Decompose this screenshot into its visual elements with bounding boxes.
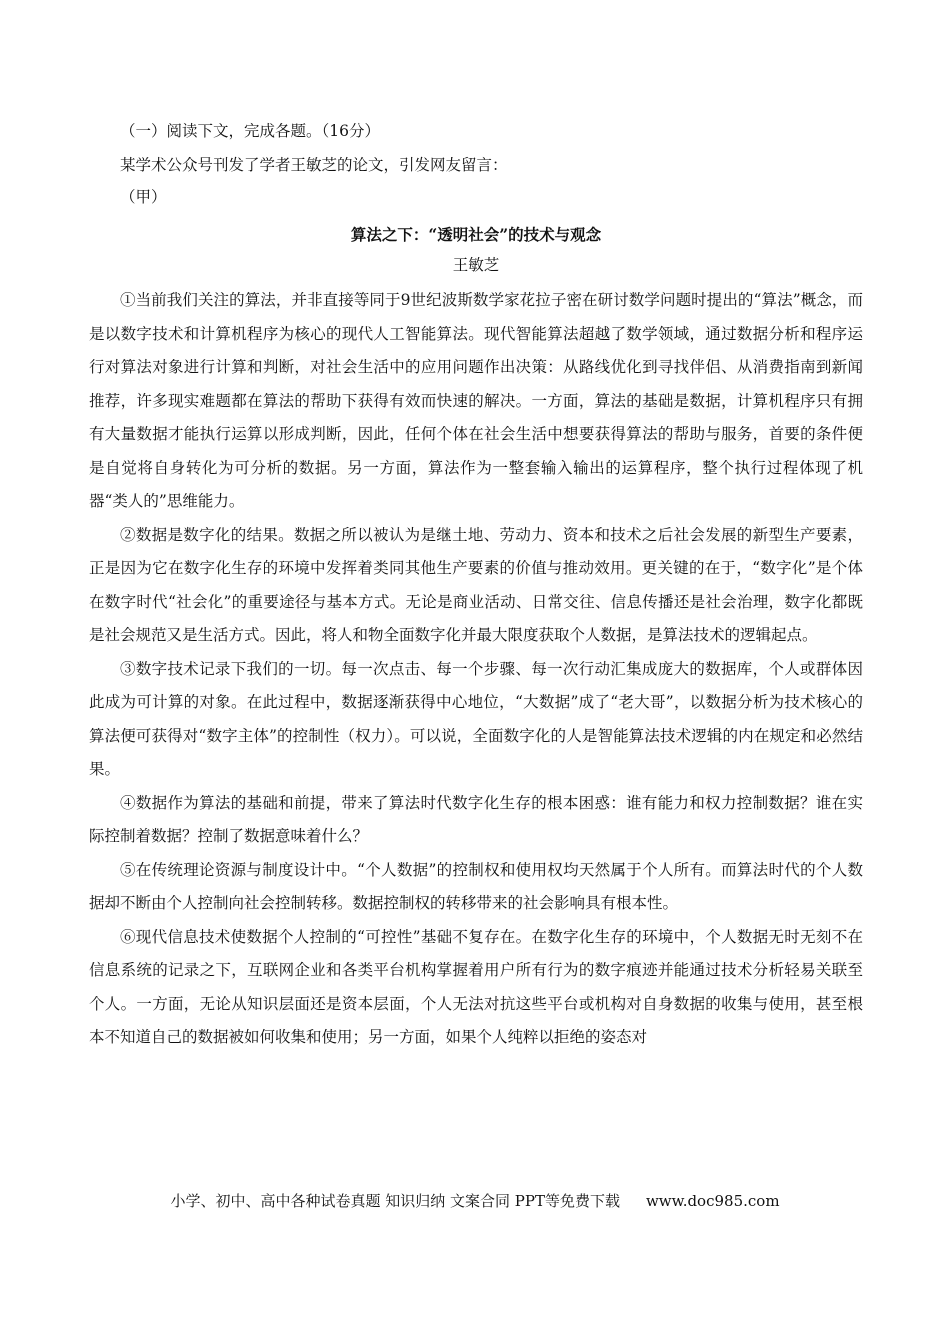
section-label: （甲） [120, 188, 167, 206]
paragraph-5: ⑤在传统理论资源与制度设计中。“个人数据”的控制权和使用权均天然属于个人所有。而算法时代的个人数据却不断由个人控制向社会控制转移。数据控制权的转移带来的社会影响具有根本性。 [89, 860, 863, 912]
context-line: 某学术公众号刊发了学者王敏芝的论文，引发网友留言： [120, 156, 508, 174]
paragraph-6: ⑥现代信息技术使数据个人控制的“可控性”基础不复存在。在数字化生存的环境中，个人数据无时无刻不在信息系统的记录之下，互联网企业和各类平台机构掌握着用户所有行为的数字痕迹并能通过技术分析轻易关联至个人。一方面，无论从知识层面还是资本层面，个人无法对抗这些平台或机构对自身数据的收集与使用，甚至根本不知道自己的数据被如何收集和使用；另一方面，如果个人纯粹以拒绝的姿态对 [89, 927, 863, 1046]
paragraph-3: ③数字技术记录下我们的一切。每一次点击、每一个步骤、每一次行动汇集成庞大的数据库，个人或群体因此成为可计算的对象。在此过程中，数据逐渐获得中心地位，“大数据”成了“老大哥”，以数据分析为技术核心的算法便可获得对“数字主体”的控制性（权力）。可以说，全面数字化的人是智能算法技术逻辑的内在规定和必然结果。 [89, 659, 863, 778]
article-author: 王敏芝 [452, 256, 500, 274]
article-title: 算法之下：“透明社会”的技术与观念 [350, 225, 602, 244]
page-content [89, 117, 863, 1055]
question-header: （一）阅读下文，完成各题。（16分） [120, 122, 380, 140]
paragraph-4: ④数据作为算法的基础和前提，带来了算法时代数字化生存的根本困惑：谁有能力和权力控制数据？谁在实际控制着数据？控制了数据意味着什么？ [89, 793, 863, 845]
footer-ad-text: 小学、初中、高中各种试卷真题 知识归纳 文案合同 PPT等免费下载 [170, 1192, 620, 1210]
paragraph-1: ①当前我们关注的算法，并非直接等同于9世纪波斯数学家花拉子密在研讨数学问题时提出的“算法”概念，而是以数字技术和计算机程序为核心的现代人工智能算法。现代智能算法超越了数学领域，通过数据分析和程序运行对算法对象进行计算和判断，对社会生活中的应用问题作出决策：从路线优化到寻找伴侣、从消费指南到新闻推荐，许多现实难题都在算法的帮助下获得有效而快速的解决。一方面，算法的基础是数据，计算机程序只有拥有大量数据才能执行运算以形成判断，因此，任何个体在社会生活中想要获得算法的帮助与服务，首要的条件便是自觉将自身转化为可分析的数据。另一方面，算法作为一整套输入输出的运算程序，整个执行过程体现了机器“类人的”思维能力。 [89, 291, 863, 510]
paragraph-2: ②数据是数字化的结果。数据之所以被认为是继土地、劳动力、资本和技术之后社会发展的新型生产要素，正是因为它在数字化生存的环境中发挥着类同其他生产要素的价值与推动效用。更关键的在于，“数字化”是个体在数字时代“社会化”的重要途径与基本方式。无论是商业活动、日常交往、信息传播还是社会治理，数字化都既是社会规范又是生活方式。因此，将人和物全面数字化并最大限度获取个人数据，是算法技术的逻辑起点。 [89, 525, 863, 644]
footer-site-link[interactable]: www.doc985.com [645, 1192, 780, 1210]
page-footer [0, 1189, 950, 1213]
